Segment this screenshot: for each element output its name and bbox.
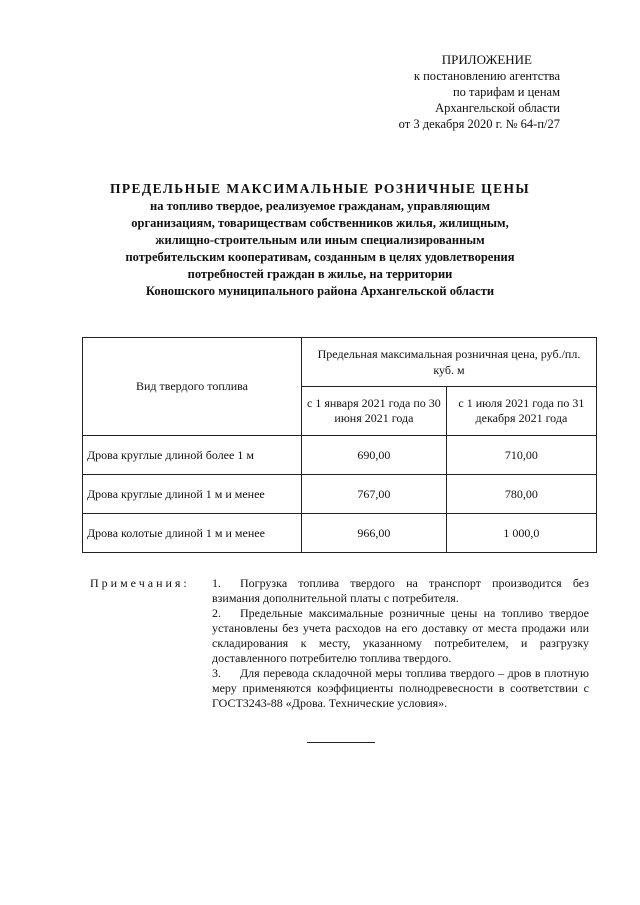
- note-number: 2.: [212, 606, 221, 620]
- heading-line: на топливо твердое, реализуемое гражданам, управляющим: [150, 199, 490, 213]
- note-item: [212, 576, 589, 606]
- heading-main: ПРЕДЕЛЬНЫЕ МАКСИМАЛЬНЫЕ РОЗНИЧНЫЕ ЦЕНЫ: [109, 181, 531, 196]
- price-cell-period-2: 1 000,0: [446, 514, 596, 553]
- appendix-title: ПРИЛОЖЕНИЕ: [441, 52, 532, 67]
- price-cell-period-1: 767,00: [302, 475, 447, 514]
- document-heading: [60, 180, 580, 300]
- note-number: 1.: [212, 576, 221, 590]
- notes-list: [212, 576, 589, 711]
- note-item: [212, 666, 589, 711]
- table-row: [83, 475, 597, 514]
- price-cell-period-1: 966,00: [302, 514, 447, 553]
- appendix-line: к постановлению агентства: [413, 69, 560, 83]
- heading-line: организациям, товариществам собственников жилья, жилищным,: [131, 216, 509, 230]
- appendix-line: Архангельской области: [435, 101, 560, 115]
- notes-label: Примечания:: [90, 576, 190, 590]
- note-text: Предельные максимальные розничные цены на топливо твердое установлены без учета расходов на его доставку от места продажи или складирования к месту, указанному потребителем, и разгрузку доставленного потребителю топлива твердого.: [212, 606, 589, 665]
- price-table: [82, 337, 597, 553]
- price-cell-period-1: 690,00: [302, 436, 447, 475]
- appendix-line: от 3 декабря 2020 г. № 64-п/27: [398, 117, 560, 131]
- table-header-row: [83, 338, 597, 387]
- separator-line: [307, 742, 375, 743]
- appendix-header: [320, 52, 560, 132]
- price-cell-period-2: 780,00: [446, 475, 596, 514]
- col-header-period-1: с 1 января 2021 года по 30 июня 2021 года: [302, 387, 447, 436]
- table-row: [83, 436, 597, 475]
- note-item: [212, 606, 589, 666]
- heading-line: потребностей граждан в жилье, на территории: [187, 267, 453, 281]
- table-row: [83, 514, 597, 553]
- note-text: Для перевода складочной меры топлива твердого – дров в плотную меру применяются коэффициенты полнодревесности в соответствии с ГОСТ3243-88 «Дрова. Технические условия».: [212, 666, 589, 710]
- heading-line: жилищно-строительным или иным специализированным: [155, 233, 485, 247]
- note-number: 3.: [212, 666, 221, 680]
- note-text: Погрузка топлива твердого на транспорт производится без взимания дополнительной платы с потребителя.: [212, 576, 589, 605]
- price-cell-period-2: 710,00: [446, 436, 596, 475]
- col-header-price-group: Предельная максимальная розничная цена, руб./пл. куб. м: [302, 338, 597, 387]
- fuel-name-cell: Дрова круглые длиной 1 м и менее: [83, 475, 302, 514]
- col-header-fuel-kind: Вид твердого топлива: [83, 338, 302, 436]
- fuel-name-cell: Дрова колотые длиной 1 м и менее: [83, 514, 302, 553]
- heading-line: потребительским кооперативам, созданным в целях удовлетворения: [125, 250, 515, 264]
- col-header-period-2: с 1 июля 2021 года по 31 декабря 2021 года: [446, 387, 596, 436]
- fuel-name-cell: Дрова круглые длиной более 1 м: [83, 436, 302, 475]
- heading-line: Коношского муниципального района Архангельской области: [145, 284, 495, 298]
- appendix-line: по тарифам и ценам: [452, 85, 560, 99]
